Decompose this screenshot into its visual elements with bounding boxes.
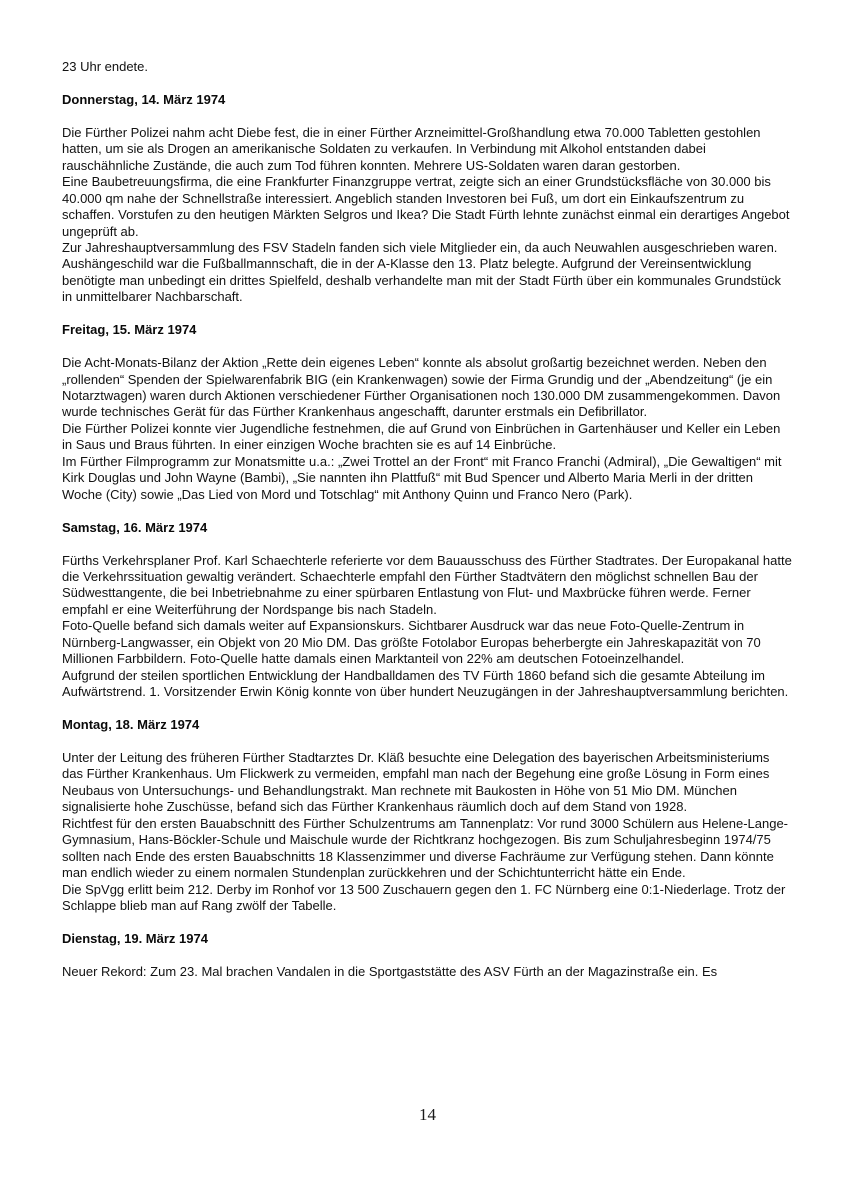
date-heading: Donnerstag, 14. März 1974 [62, 91, 226, 107]
paragraph: Die Acht-Monats-Bilanz der Aktion „Rette dein eigenes Leben“ konnte als absolut großartig bezeichnet werden. Neben den „rollenden“ Spenden der Spielwarenfabrik BIG (ein Krankenwagen) sowie der Firma Grundig und der „Abendzeitung“ (je ein Notarztwagen) waren durch Aktionen verschiedener Fürther Organisationen noch 130.000 DM zusammengekommen. Davon wurde technisches Gerät für das Fürther Krankenhaus angeschafft, darunter erstmals ein Defibrillator. [62, 355, 781, 420]
document-content [62, 59, 793, 980]
paragraph: 23 Uhr endete. [62, 59, 149, 74]
paragraph: Im Fürther Filmprogramm zur Monatsmitte u.a.: „Zwei Trottel an der Front“ mit Franco Franchi (Admiral), „Die Gewaltigen“ mit Kirk Douglas und John Wayne (Bambi), „Sie nannten ihn Plattfuß“ mit Bud Spencer und Alberto Maria Merli in der dritten Woche (City) sowie „Das Lied von Mord und Totschlag“ mit Anthony Quinn und Franco Nero (Park). [62, 453, 782, 502]
paragraph: Zur Jahreshauptversammlung des FSV Stadeln fanden sich viele Mitglieder ein, da auch Neuwahlen ausgeschrieben waren. Aushängeschild war die Fußballmannschaft, die in der A-Klasse den 13. Platz belegte. Aufgrund der Vereinsentwicklung benötigte man unbedingt ein drittes Spielfeld, deshalb verhandelte man mit der Stadt Fürth über ein kommunales Grundstück in unmittelbarer Nachbarschaft. [62, 239, 782, 305]
paragraph: Richtfest für den ersten Bauabschnitt des Fürther Schulzentrums am Tannenplatz: Vor rund 3000 Schülern aus Helene-Lange-Gymnasium, Hans-Böckler-Schule und Maischule wurde der Richtkranz hochgezogen. Bis zum Schuljahresbeginn 1974/75 sollten nach Ende des ersten Bauabschnitts 18 Klassenzimmer und diverse Fachräume zur Verfügung stehen. Dann könnte man endlich wieder zu einem normalen Stundenplan zurückkehren und der Schichtunterricht hätte ein Ende. [62, 815, 789, 881]
paragraph: Aufgrund der steilen sportlichen Entwicklung der Handballdamen des TV Fürth 1860 befand sich die gesamte Abteilung im Aufwärtstrend. 1. Vorsitzender Erwin König konnte von über hundert Neuzugängen in der Jahreshauptversammlung berichten. [62, 667, 789, 700]
date-heading: Freitag, 15. März 1974 [62, 322, 197, 338]
paragraph: Eine Baubetreuungsfirma, die eine Frankfurter Finanzgruppe vertrat, zeigte sich an einer Grundstücksfläche von 30.000 bis 40.000 qm nahe der Schnellstraße interessiert. Angeblich standen Investoren bei Fuß, um dort ein Einkaufszentrum zu schaffen. Vorstufen zu den heutigen Märkten Selgros und Ikea? Die Stadt Fürth lehnte zunächst einmal ein derartiges Angebot ungeprüft ab. [62, 174, 790, 239]
paragraph: Foto-Quelle befand sich damals weiter auf Expansionskurs. Sichtbarer Ausdruck war das neue Foto-Quelle-Zentrum in Nürnberg-Langwasser, ein Objekt von 20 Mio DM. Das größte Fotolabor Europas beherbergte ein Jahreskapazität von 70 Millionen Farbbildern. Foto-Quelle hatte damals einen Marktanteil von 22% am deutschen Fotoeinzelhandel. [62, 618, 761, 667]
paragraph: Die Fürther Polizei nahm acht Diebe fest, die in einer Fürther Arzneimittel-Großhandlung etwa 70.000 Tabletten gestohlen hatten, um sie als Drogen an amerikanische Soldaten zu verkaufen. In Verbindung mit Alkohol entstanden dabei rauschähnliche Zustände, die auch zum Tod führen konnten. Mehrere US-Soldaten waren daran gestorben. [62, 124, 761, 173]
date-heading: Montag, 18. März 1974 [62, 717, 200, 733]
paragraph: Fürths Verkehrsplaner Prof. Karl Schaechterle referierte vor dem Bauausschuss des Fürther Stadtrates. Der Europakanal hatte die Verkehrssituation gewaltig verändert. Schaechterle empfahl den Fürther Stadtvätern den möglichst schnellen Bau der Südwesttangente, die bei Inbetriebnahme zu einer spürbaren Entlastung von Flut- und Maxbrücke führen werde. Ferner empfahl er eine Weiterführung der Nordspange bis nach Stadeln. [62, 552, 792, 617]
paragraph: Die SpVgg erlitt beim 212. Derby im Ronhof vor 13 500 Zuschauern gegen den 1. FC Nürnberg eine 0:1-Niederlage. Trotz der Schlappe blieb man auf Rang zwölf der Tabelle. [62, 881, 786, 913]
date-heading: Dienstag, 19. März 1974 [62, 930, 208, 946]
page-number: 14 [419, 1105, 436, 1124]
paragraph: Die Fürther Polizei konnte vier Jugendliche festnehmen, die auf Grund von Einbrüchen in Gartenhäuser und Keller ein Leben in Saus und Braus führten. In einer einzigen Woche brachten sie es auf 14 Einbrüche. [62, 420, 781, 453]
paragraph: Unter der Leitung des früheren Fürther Stadtarztes Dr. Kläß besuchte eine Delegation des bayerischen Arbeitsministeriums das Fürther Krankenhaus. Um Flickwerk zu vermeiden, empfahl man nach der Begehung eine große Lösung in Form eines Neubaus von Untersuchungs- und Behandlungstrakt. Man rechnete mit Baukosten in Höhe von 51 Mio DM. München signalisierte hohe Zuschüsse, befand sich das Fürther Krankenhaus räumlich doch auf dem Stand von 1928. [62, 749, 770, 815]
paragraph: Neuer Rekord: Zum 23. Mal brachen Vandalen in die Sportgaststätte des ASV Fürth an der Magazinstraße ein. Es [62, 963, 718, 979]
date-heading: Samstag, 16. März 1974 [62, 519, 208, 535]
